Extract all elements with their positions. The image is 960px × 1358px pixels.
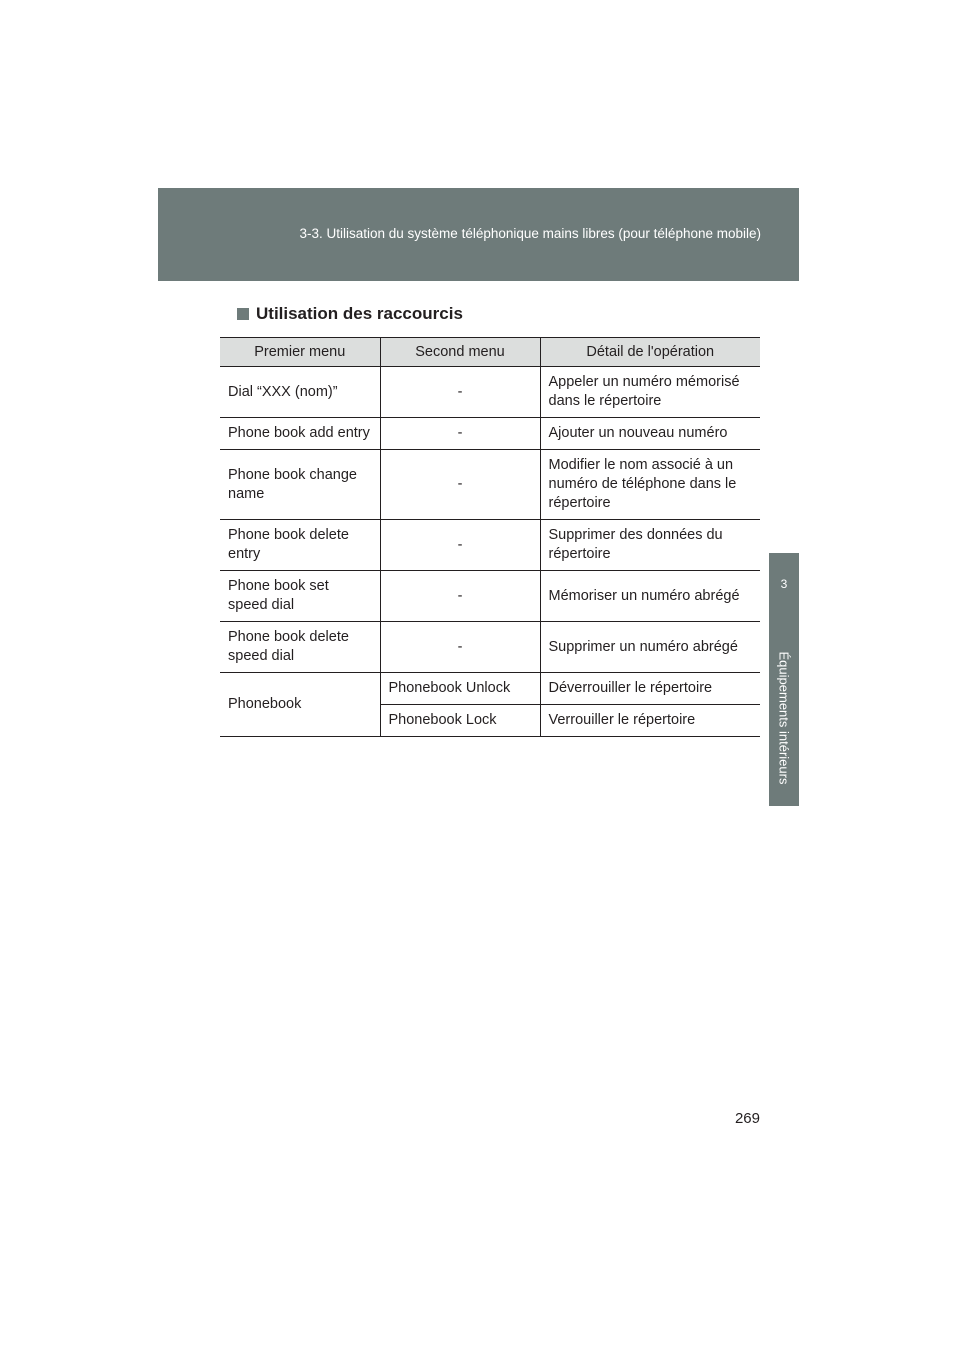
table-cell: -	[380, 450, 540, 520]
table-row	[220, 367, 760, 418]
chapter-title: 3-3. Utilisation du système téléphonique mains libres (pour téléphone mobile)	[299, 226, 761, 241]
page-number: 269	[734, 1110, 760, 1127]
chapter-header-band	[158, 188, 799, 281]
side-chapter-tab	[769, 553, 799, 806]
table-cell: Phone book delete entry	[220, 520, 380, 571]
section-heading	[237, 304, 463, 324]
table-row	[220, 418, 760, 450]
table-cell: -	[380, 418, 540, 450]
table-row	[220, 622, 760, 673]
table-cell: Dial “XXX (nom)”	[220, 367, 380, 418]
table-cell: Phone book change name	[220, 450, 380, 520]
table-cell: Phone book add entry	[220, 418, 380, 450]
table-cell: Supprimer des données du répertoire	[540, 520, 760, 571]
table-cell: Phone book set speed dial	[220, 571, 380, 622]
column-header: Premier menu	[220, 338, 380, 367]
section-title: Utilisation des raccourcis	[256, 304, 463, 323]
table-cell: Phonebook Unlock	[380, 673, 540, 705]
table-cell: Déverrouiller le répertoire	[540, 673, 760, 705]
side-tab-spacer	[769, 281, 799, 553]
table-row	[220, 450, 760, 520]
table-row	[220, 571, 760, 622]
side-tab-number: 3	[780, 577, 788, 591]
table-header-row	[220, 338, 760, 367]
square-bullet-icon	[237, 308, 249, 320]
table-cell: Verrouiller le répertoire	[540, 705, 760, 737]
table-row	[220, 673, 760, 705]
table-cell: Modifier le nom associé à un numéro de téléphone dans le répertoire	[540, 450, 760, 520]
table-cell: Appeler un numéro mémorisé dans le répertoire	[540, 367, 760, 418]
table-cell: -	[380, 622, 540, 673]
column-header: Détail de l'opération	[540, 338, 760, 367]
table-cell: Mémoriser un numéro abrégé	[540, 571, 760, 622]
table-cell: Phonebook Lock	[380, 705, 540, 737]
table-cell: Phone book delete speed dial	[220, 622, 380, 673]
table-cell: -	[380, 367, 540, 418]
table-cell: Phonebook	[220, 673, 380, 737]
table-cell: Ajouter un nouveau numéro	[540, 418, 760, 450]
side-tab-label: Équipements intérieurs	[776, 651, 792, 785]
table-cell: -	[380, 571, 540, 622]
table-row	[220, 520, 760, 571]
shortcut-operations-table	[220, 337, 760, 737]
table-cell: -	[380, 520, 540, 571]
table-cell: Supprimer un numéro abrégé	[540, 622, 760, 673]
column-header: Second menu	[380, 338, 540, 367]
